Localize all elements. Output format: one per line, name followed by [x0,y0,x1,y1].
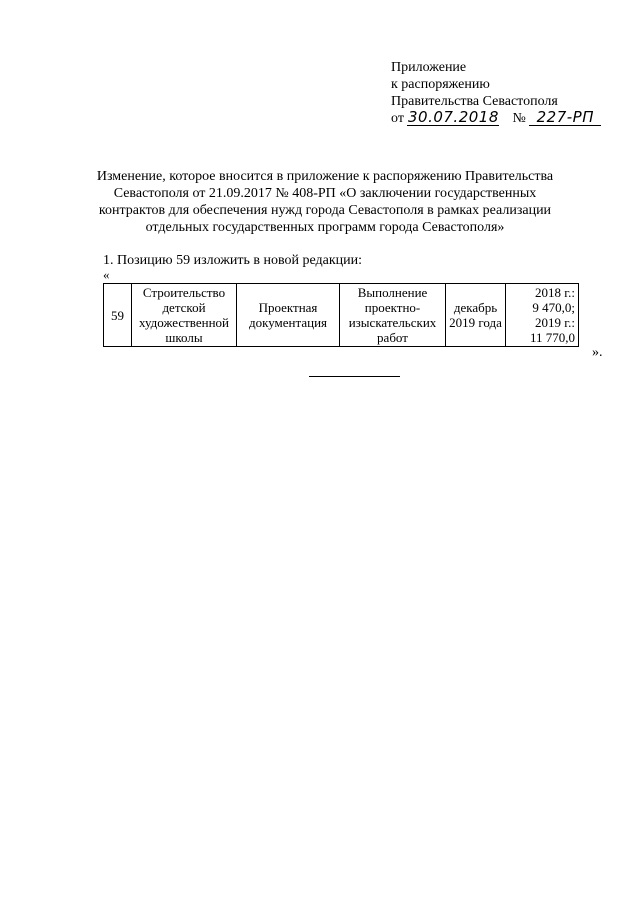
amount-line-3: 2019 г.: [535,315,575,330]
number-prefix: № [512,111,526,126]
appendix-line-2: к распоряжению [391,77,490,92]
appendix-date-number-row [391,110,601,127]
amount-line-2: 9 470,0; [532,300,575,315]
cell-number: 59 [104,284,132,347]
amount-line-4: 11 770,0 [529,330,575,345]
amount-line-1: 2018 г.: [535,285,575,300]
cell-subject: Проектная документация [237,284,340,347]
cell-amount [506,284,579,347]
appendix-line-3: Правительства Севастополя [391,94,558,109]
appendix-line-1: Приложение [391,60,467,75]
cell-object: Строительство детской художественной школы [132,284,237,347]
date-value: 30.07.2018 [407,108,499,126]
number-value: 227-РП [529,110,601,126]
cell-work: Выполнение проектно-изыскательских работ [340,284,446,347]
cell-deadline: декабрь 2019 года [446,284,506,347]
item-1-text: 1. Позицию 59 изложить в новой редакции: [103,253,363,268]
appendix-header [391,59,601,127]
quote-open: « [103,267,110,282]
table-row [104,284,579,347]
position-table [103,283,579,347]
document-title: Изменение, которое вносится в приложение к распоряжению Правительства Севастополя от 21.09.2017 № 408-РП «О заключении государственных контрактов для обеспечения нужд города Севастополя в рамках реализации отдельных государственных программ города Севастополя» [96,169,554,235]
closing-rule [309,376,400,377]
quote-close: ». [592,345,603,360]
date-prefix: от [391,111,404,126]
